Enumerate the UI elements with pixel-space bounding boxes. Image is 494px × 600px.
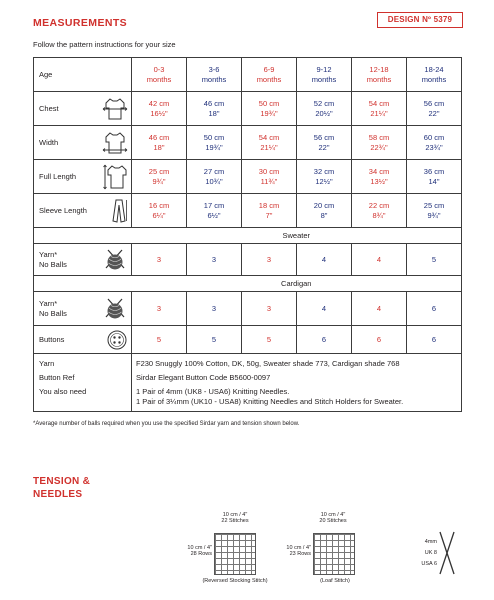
width-garment-icon (102, 130, 128, 156)
age-label: Age (34, 58, 132, 92)
length-6-9: 30 cm 11¾" (242, 160, 297, 194)
chest-9-12: 52 cm 20½" (297, 92, 352, 126)
buttons-12-18: 6 (352, 326, 407, 354)
cardigan-balls-18-24: 6 (407, 292, 462, 326)
cardigan-balls-12-18: 4 (352, 292, 407, 326)
full-length-row (34, 160, 462, 194)
cardigan-balls-6-9: 3 (242, 292, 297, 326)
sweater-balls-9-12: 4 (297, 244, 352, 276)
also-need-label: You also need (39, 387, 87, 396)
buttons-label: Buttons (39, 335, 65, 344)
needles-value-1: 1 Pair of 4mm (UK8 - USA6) Knitting Needles. (136, 387, 290, 396)
swatch1-height-label: 10 cm / 4" 28 Rows (187, 545, 212, 557)
cardigan-section-row (34, 276, 462, 292)
swatch1-width-label: 10 cm / 4" 22 Stitches (221, 512, 249, 524)
chest-18-24: 56 cm 22" (407, 92, 462, 126)
sweater-section-row (34, 228, 462, 244)
swatch2-width-label: 10 cm / 4" 20 Stitches (319, 512, 347, 524)
buttons-3-6: 5 (187, 326, 242, 354)
length-9-12: 32 cm 12½" (297, 160, 352, 194)
page-title: MEASUREMENTS (33, 17, 128, 29)
length-0-3: 25 cm 9¾" (132, 160, 187, 194)
sleeve-garment-icon (110, 197, 128, 225)
crossed-needles-icon (438, 530, 456, 576)
size-6-9: 6-9 months (242, 58, 297, 92)
needle-size-label: 4mm UK 8 USA 6 (421, 539, 437, 567)
swatch2-stitch-label: (Loaf Stitch) (320, 578, 350, 584)
width-6-9: 54 cm 21¼" (242, 126, 297, 160)
width-0-3: 46 cm 18" (132, 126, 187, 160)
length-18-24: 36 cm 14" (407, 160, 462, 194)
size-12-18: 12-18 months (352, 58, 407, 92)
sweater-yarn-row (34, 244, 462, 276)
sweater-balls-12-18: 4 (352, 244, 407, 276)
buttons-0-3: 5 (132, 326, 187, 354)
length-3-6: 27 cm 10¾" (187, 160, 242, 194)
size-9-12: 9-12 months (297, 58, 352, 92)
sweater-balls-18-24: 5 (407, 244, 462, 276)
materials-info-row (34, 354, 462, 412)
subtitle: Follow the pattern instructions for your size (33, 40, 176, 49)
no-balls-label: No Balls (39, 308, 67, 318)
sleeve-18-24: 25 cm 9¾" (407, 194, 462, 228)
yarn-ball-icon (102, 248, 128, 272)
sleeve-length-label: Sleeve Length (39, 206, 87, 215)
size-3-6: 3-6 months (187, 58, 242, 92)
chest-3-6: 46 cm 18" (187, 92, 242, 126)
size-18-24: 18-24 months (407, 58, 462, 92)
chest-6-9: 50 cm 19¾" (242, 92, 297, 126)
width-12-18: 58 cm 22¾" (352, 126, 407, 160)
sleeve-3-6: 17 cm 6½" (187, 194, 242, 228)
design-number-badge: DESIGN Nº 5379 (377, 12, 463, 28)
width-18-24: 60 cm 23¾" (407, 126, 462, 160)
chest-12-18: 54 cm 21¼" (352, 92, 407, 126)
footnote: *Average number of balls required when you use the specified Sirdar yarn and tension shown below. (33, 421, 300, 427)
yarn-info-label: Yarn (39, 359, 55, 368)
button-icon (106, 329, 128, 351)
cardigan-yarn-row (34, 292, 462, 326)
sleeve-9-12: 20 cm 8" (297, 194, 352, 228)
cardigan-balls-0-3: 3 (132, 292, 187, 326)
measurements-table (33, 57, 462, 412)
age-row (34, 58, 462, 92)
yarn-ball-icon (102, 297, 128, 321)
width-3-6: 50 cm 19¾" (187, 126, 242, 160)
length-12-18: 34 cm 13½" (352, 160, 407, 194)
width-row (34, 126, 462, 160)
buttons-row (34, 326, 462, 354)
chest-row (34, 92, 462, 126)
chest-0-3: 42 cm 16½" (132, 92, 187, 126)
yarn-info-value: F230 Snuggly 100% Cotton, DK, 50g, Sweater shade 773, Cardigan shade 768 (136, 359, 400, 368)
button-ref-value: Sirdar Elegant Button Code B5600-0097 (136, 373, 271, 382)
width-9-12: 56 cm 22" (297, 126, 352, 160)
sleeve-6-9: 18 cm 7" (242, 194, 297, 228)
size-0-3: 0-3 months (132, 58, 187, 92)
swatch2-grid (313, 533, 355, 575)
buttons-18-24: 6 (407, 326, 462, 354)
swatch2-height-label: 10 cm / 4" 23 Rows (286, 545, 311, 557)
swatch1-stitch-label: (Reversed Stocking Stitch) (202, 578, 268, 584)
cardigan-balls-9-12: 4 (297, 292, 352, 326)
tension-needles-title: TENSION & NEEDLES (33, 476, 91, 500)
buttons-6-9: 5 (242, 326, 297, 354)
sweater-balls-3-6: 3 (187, 244, 242, 276)
sweater-heading: Sweater (132, 228, 462, 244)
needles-value-2: 1 Pair of 3¼mm (UK10 - USA8) Knitting Needles and Stitch Holders for Sweater. (136, 397, 404, 406)
yarn-label: Yarn* (39, 298, 58, 308)
sleeve-0-3: 16 cm 6¼" (132, 194, 187, 228)
no-balls-label: No Balls (39, 259, 67, 269)
button-ref-label: Button Ref (39, 373, 75, 382)
buttons-9-12: 6 (297, 326, 352, 354)
cardigan-balls-3-6: 3 (187, 292, 242, 326)
width-label: Width (39, 138, 59, 147)
full-length-label: Full Length (39, 172, 77, 181)
sleeve-12-18: 22 cm 8¾" (352, 194, 407, 228)
sleeve-length-row (34, 194, 462, 228)
yarn-label: Yarn* (39, 249, 58, 259)
sweater-balls-6-9: 3 (242, 244, 297, 276)
swatch1-grid (214, 533, 256, 575)
chest-garment-icon (102, 96, 128, 122)
cardigan-heading: Cardigan (132, 276, 462, 292)
sweater-balls-0-3: 3 (132, 244, 187, 276)
length-garment-icon (102, 163, 128, 191)
chest-label: Chest (39, 104, 59, 113)
